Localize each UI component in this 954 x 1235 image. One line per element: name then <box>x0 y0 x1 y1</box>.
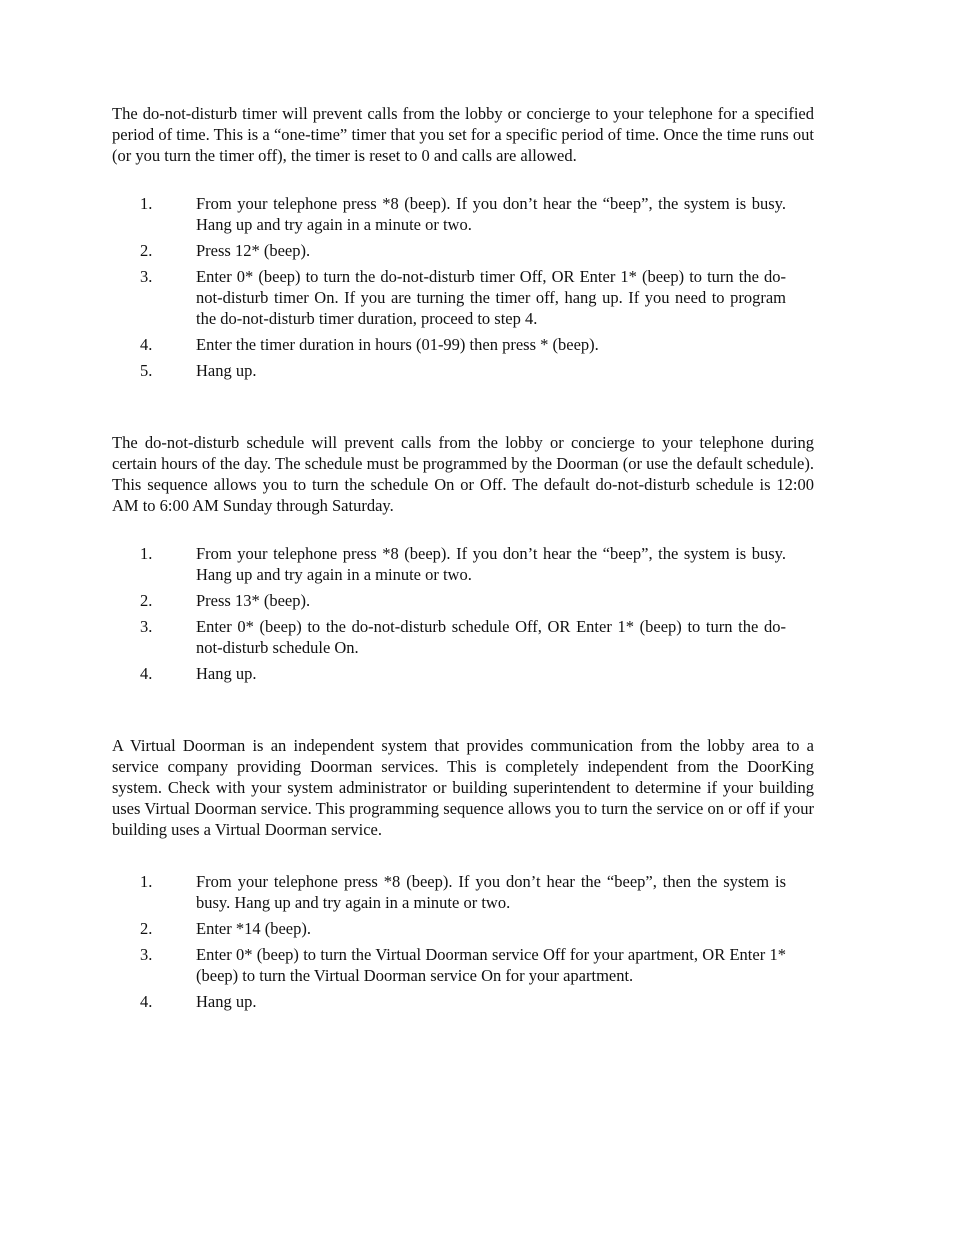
step-text: Press 12* (beep). <box>196 241 311 260</box>
list-item <box>112 590 786 611</box>
step-text: Enter 0* (beep) to turn the Virtual Doorman service Off for your apartment, OR Enter 1* (beep) to turn the Virtual Doorman service On for your apartment. <box>196 945 786 985</box>
step-text: Press 13* (beep). <box>196 591 311 610</box>
step-number: 3. <box>140 617 153 636</box>
step-number: 3. <box>140 267 153 286</box>
list-item <box>112 616 786 658</box>
list-item <box>112 871 786 913</box>
dnd-schedule-intro: The do-not-disturb schedule will prevent calls from the lobby or concierge to your telephone during certain hours of the day. The schedule must be programmed by the Doorman (or use the default schedule). This sequence allows you to turn the schedule On or Off. The default do-not-disturb schedule is 12:00 AM to 6:00 AM Sunday through Saturday. <box>112 433 814 515</box>
step-number: 1. <box>140 544 153 563</box>
list-item <box>112 266 786 329</box>
list-item <box>112 193 786 235</box>
step-text: Hang up. <box>196 361 257 380</box>
list-item <box>112 991 786 1012</box>
step-number: 2. <box>140 591 153 610</box>
step-number: 4. <box>140 992 153 1011</box>
step-number: 1. <box>140 872 153 891</box>
step-text: Hang up. <box>196 992 257 1011</box>
step-number: 2. <box>140 241 153 260</box>
list-item <box>112 360 786 381</box>
virtual-doorman-steps <box>112 871 814 1017</box>
step-text: From your telephone press *8 (beep). If you don’t hear the “beep”, the system is busy. Hang up and try again in a minute or two. <box>196 194 786 234</box>
virtual-doorman-intro: A Virtual Doorman is an independent system that provides communication from the lobby area to a service company providing Doorman services. This is completely independent from the DoorKing system. Check with your system administrator or building superintendent to determine if your building uses Virtual Doorman service. This programming sequence allows you to turn the service on or off if your building uses a Virtual Doorman service. <box>112 736 814 839</box>
dnd-timer-intro: The do-not-disturb timer will prevent calls from the lobby or concierge to your telephone for a specified period of time. This is a “one-time” timer that you set for a specific period of time. Once the time runs out (or you turn the timer off), the timer is reset to 0 and calls are allowed. <box>112 104 814 165</box>
list-item <box>112 918 786 939</box>
step-number: 4. <box>140 335 153 354</box>
step-number: 1. <box>140 194 153 213</box>
step-text: Hang up. <box>196 664 257 683</box>
list-item <box>112 944 786 986</box>
dnd-schedule-steps <box>112 543 814 689</box>
step-number: 4. <box>140 664 153 683</box>
step-number: 2. <box>140 919 153 938</box>
step-text: Enter 0* (beep) to the do-not-disturb schedule Off, OR Enter 1* (beep) to turn the do-not-disturb schedule On. <box>196 617 786 657</box>
step-text: From your telephone press *8 (beep). If you don’t hear the “beep”, then the system is busy. Hang up and try again in a minute or two. <box>196 872 786 912</box>
step-text: Enter the timer duration in hours (01-99) then press * (beep). <box>196 335 599 354</box>
dnd-timer-steps <box>112 193 814 386</box>
step-number: 5. <box>140 361 153 380</box>
list-item <box>112 334 786 355</box>
step-text: From your telephone press *8 (beep). If you don’t hear the “beep”, the system is busy. Hang up and try again in a minute or two. <box>196 544 786 584</box>
list-item <box>112 663 786 684</box>
step-text: Enter 0* (beep) to turn the do-not-disturb timer Off, OR Enter 1* (beep) to turn the do-not-disturb timer On. If you are turning the timer off, hang up. If you need to program the do-not-disturb timer duration, proceed to step 4. <box>196 267 786 328</box>
step-text: Enter *14 (beep). <box>196 919 311 938</box>
step-number: 3. <box>140 945 153 964</box>
list-item <box>112 240 786 261</box>
list-item <box>112 543 786 585</box>
